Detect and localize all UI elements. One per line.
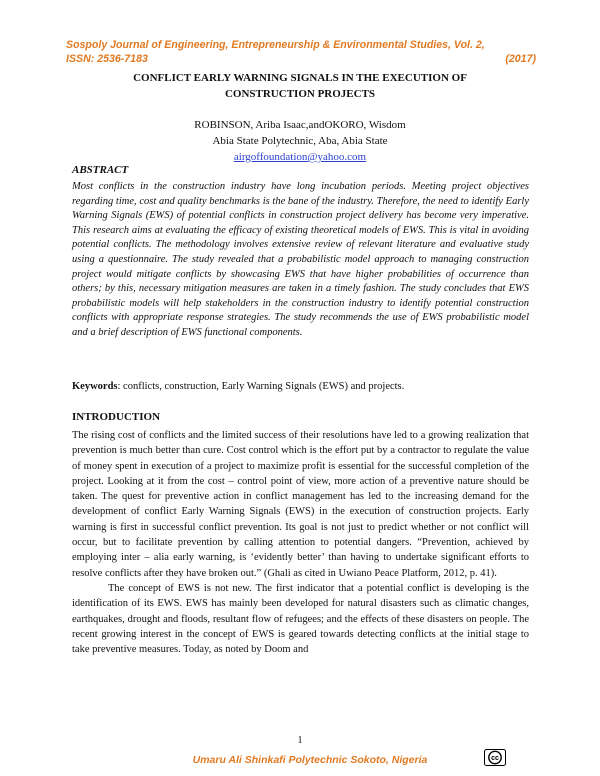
keywords-text: : conflicts, construction, Early Warning Signals (EWS) and projects.	[117, 381, 405, 392]
license-label: cc	[491, 755, 499, 763]
page-number: 1	[297, 735, 303, 746]
abstract-text: Most conflicts in the construction industry have long incubation periods. Meeting project objectives regarding time, cost and quality benchmarks is the bane of the industry. Therefore, the need to identify Early Warning Signals (EWS) of potential conflicts in construction project delivery has become very imperative. This research aims at evaluating the efficacy of existing theoretical models of EWS. This is vital in avoiding potential conflicts. The methodology involves extensive review of relevant literature and evaluative study using a questionnaire. The study revealed that a probabilistic model approach to managing construction project would mitigate conflicts by showcasing EWS that have higher probabilities of occurrence than others; by this, necessary mitigation measures are taken in a timely fashion. The study concludes that EWS probabilistic models will help stakeholders in the construction industry to identify potential construction conflicts with appropriate response strategies. The study recommends the use of EWS probabilistic model and a brief description of EWS functional components.	[72, 181, 529, 338]
introduction-body	[72, 428, 529, 657]
author-email-link[interactable]: airgoffoundation@yahoo.com	[233, 151, 367, 163]
journal-citation: Sospoly Journal of Engineering, Entrepreneurship & Environmental Studies, Vol. 2,	[66, 39, 485, 51]
footer-institution: Umaru Ali Shinkafi Polytechnic Sokoto, Nigeria	[192, 754, 428, 766]
introduction-paragraph-1: The rising cost of conflicts and the limited success of their resolutions have led to a growing realization that prevention is much better than cure. Cost control which is the effort put by a contractor to regulate the value of money spent in execution of a project to maximize profit is essential for the successful completion of the project. Looking at it from the cost – control point of view, more action of a preventive nature should be taken. The quest for preventive action in conflict management has led to the increasing demand for the development of conflict Early Warning Signals (EWS) in the execution of construction projects. Early warning is first in successful conflict prevention. Its goal is not just to predict whether or not conflict will occur, but to facilitate prevention by calling attention to potential dangers. “Prevention, achieved by employing inter – alia early warning, is ‘evidently better’ than having to undertake significant efforts to resolve conflicts after they have broken out.” (Ghali as cited in Uwiano Peace Platform, 2012, p. 41).	[72, 430, 529, 579]
introduction-paragraph-2: The concept of EWS is not new. The first indicator that a potential conflict is developing is the identification of its EWS. EWS has mainly been developed for natural disasters such as climatic changes, earthquakes, drought and floods, resultant flow of refugees; and the effects of these disasters on people. The recent growing interest in the concept of EWS is geared towards detecting conflicts at the initial stage to take preventive measures. Today, as noted by Doom and	[72, 582, 529, 656]
creative-commons-icon	[484, 749, 506, 766]
abstract-heading: ABSTRACT	[72, 164, 129, 176]
title-line-1: CONFLICT EARLY WARNING SIGNALS IN THE EXECUTION OF	[133, 72, 467, 84]
journal-issn: ISSN: 2536-7183	[66, 53, 148, 65]
author-names: ROBINSON, Ariba Isaac,andOKORO, Wisdom	[194, 119, 406, 131]
title-line-2: CONSTRUCTION PROJECTS	[224, 88, 376, 100]
author-block	[70, 117, 530, 165]
introduction-heading: INTRODUCTION	[72, 411, 161, 423]
author-affiliation: Abia State Polytechnic, Aba, Abia State	[212, 135, 388, 147]
journal-header	[66, 38, 536, 66]
journal-year: (2017)	[505, 53, 536, 65]
keywords-line	[72, 380, 532, 394]
paper-title	[70, 70, 530, 102]
keywords-label: Keywords	[72, 381, 118, 392]
journal-issn-row	[66, 52, 536, 66]
